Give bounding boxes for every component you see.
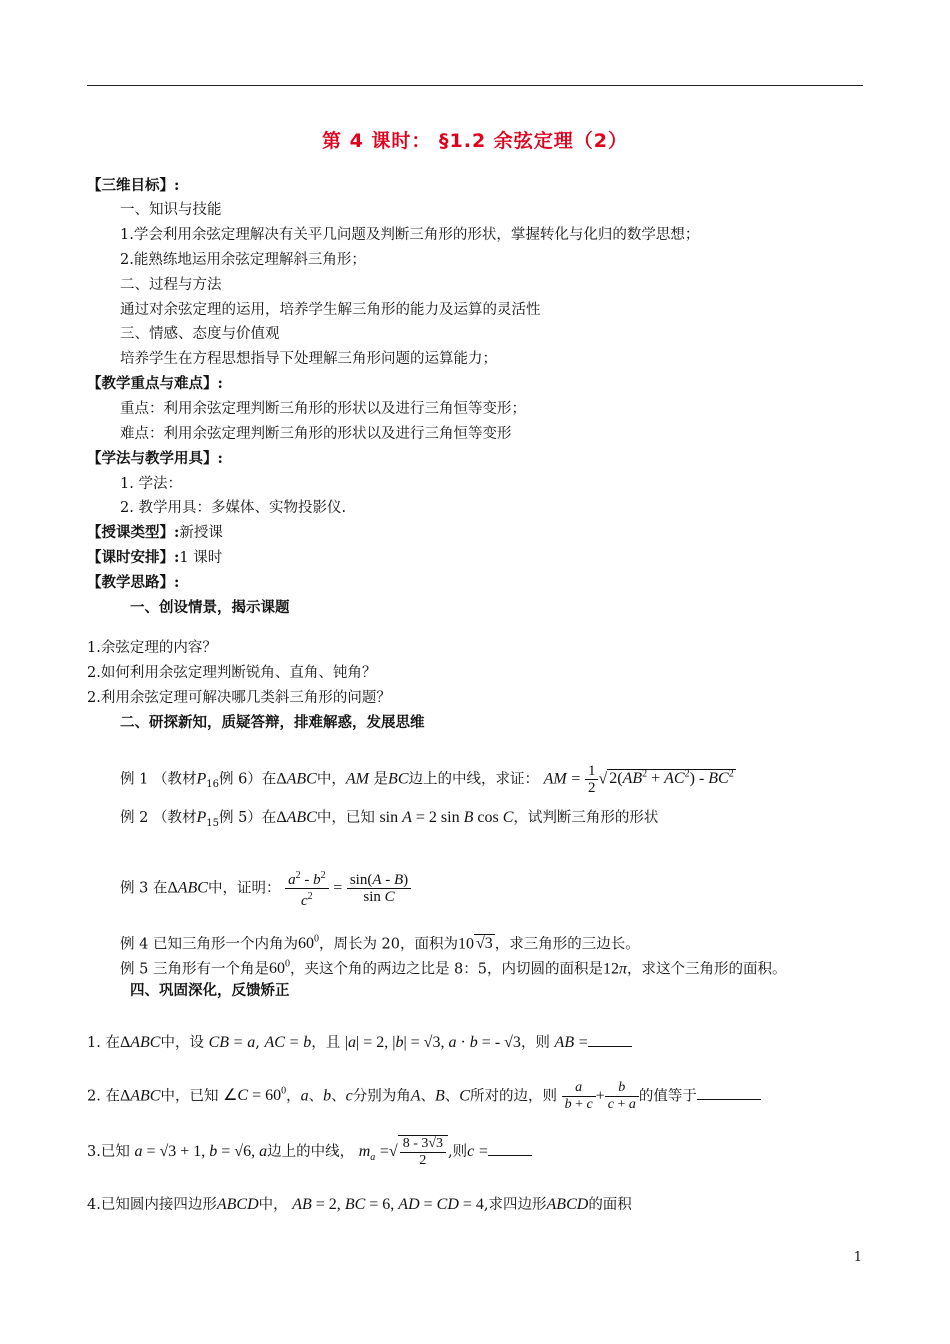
focus-key: 重点：利用余弦定理判断三角形的形状以及进行三角恒等变形； [120, 401, 526, 417]
problem-2: 2. 在ΔABC中，已知 ∠C = $60^0$，a、b、c分别为角A、B、C所对的边，则 $\frac{a}{b + c}$ + $\frac{b}{c + a}$ 的值等于 [87, 1078, 761, 1113]
page-title: 第 4 课时： §1.2 余弦定理（2） [321, 130, 629, 152]
knowledge-item-1: 1.学会利用余弦定理解决有关平几问题及判断三角形的形状，掌握转化与化归的数学思想； [120, 227, 700, 243]
knowledge-item-2: 2.能熟练地运用余弦定理解斜三角形； [120, 252, 366, 268]
problem-3: 3.已知 a = √3 + 1, b = √6, a边上的中线， $m_a$ =√ $\frac{8 - 3√3}{2}$ ,则c = [87, 1135, 532, 1173]
focus-heading: 【教学重点与难点】: [87, 375, 223, 392]
knowledge-heading: 一、知识与技能 [120, 202, 222, 218]
schedule [87, 548, 222, 568]
process-item-1: 通过对余弦定理的运用，培养学生解三角形的能力及运算的灵活性 [120, 302, 541, 318]
tools-item-2: 2. 教学用具：多媒体、实物投影仪. [120, 500, 347, 516]
lesson-type [87, 523, 223, 543]
approach-heading: 【教学思路】: [87, 574, 180, 591]
header-rule [87, 85, 863, 86]
schedule-value: 1 课时 [179, 550, 223, 566]
lesson-type-label: 【授课类型】: [87, 524, 180, 541]
emotion-item-1: 培养学生在方程思想指导下处理解三角形问题的运算能力； [120, 351, 497, 367]
process-heading: 二、过程与方法 [120, 277, 222, 293]
section2-heading: 二、研探新知，质疑答辩，排难解惑，发展思维 [120, 714, 425, 731]
section1-q2: 2.如何利用余弦定理判断锐角、直角、钝角？ [87, 665, 377, 681]
problem-4: 4.已知圆内接四边形ABCD中， AB = 2, BC = 6, AD = CD = 4,求四边形ABCD的面积 [87, 1196, 632, 1213]
section1-q3: 2.利用余弦定理可解决哪几类斜三角形的问题？ [87, 690, 391, 706]
section4-heading: 四、巩固深化，反馈矫正 [130, 982, 290, 999]
answer-blank-3[interactable] [488, 1155, 532, 1156]
answer-blank-1[interactable] [588, 1046, 632, 1047]
objectives-heading: 【三维目标】: [87, 177, 180, 194]
example-5: 例 5 三角形有一个角是$60^0$，夹这个角的两边之比是 8：5，内切圆的面积是12π，求这个三角形的面积。 [120, 959, 787, 978]
problem-1: 1. 在ΔABC中，设 CB = a, AC = b，且 |a| = 2, |b| = √3, a · b = - √3，则 AB = [87, 1030, 632, 1056]
section1-q1: 1.余弦定理的内容？ [87, 640, 217, 656]
tools-item-1: 1. 学法： [120, 476, 182, 492]
example-2: 例 2 （教材$P_{15}$例 5）在ΔABC中，已知 sin A = 2 sin B cos C，试判断三角形的形状 [120, 809, 659, 829]
page-number: 1 [853, 1250, 862, 1265]
focus-difficult: 难点：利用余弦定理判断三角形的形状以及进行三角恒等变形 [120, 426, 512, 442]
schedule-label: 【课时安排】: [87, 549, 180, 566]
example-1: 例 1 （教材$P_{16}$例 6）在ΔABC中，AM 是BC边上的中线，求证： AM = $\frac{1}{2}$ √ $2(AB^2 + AC^2) - BC^2$ [120, 762, 734, 796]
emotion-heading: 三、情感、态度与价值观 [120, 326, 280, 342]
tools-heading: 【学法与教学用具】: [87, 450, 223, 467]
example-3: 例 3 在ΔABC中，证明： $\frac{a^2 - b^2}{c^2}$ = $\frac{\sin(A - B)}{\text{sin C}}$ [120, 868, 411, 909]
section1-heading: 一、创设情景，揭示课题 [130, 599, 290, 616]
example-4: 例 4 已知三角形一个内角为$60^0$，周长为 20，面积为10 √3 ，求三角形的三边长。 [120, 934, 640, 953]
lesson-type-value: 新授课 [179, 525, 223, 541]
answer-blank-2[interactable] [697, 1099, 761, 1100]
